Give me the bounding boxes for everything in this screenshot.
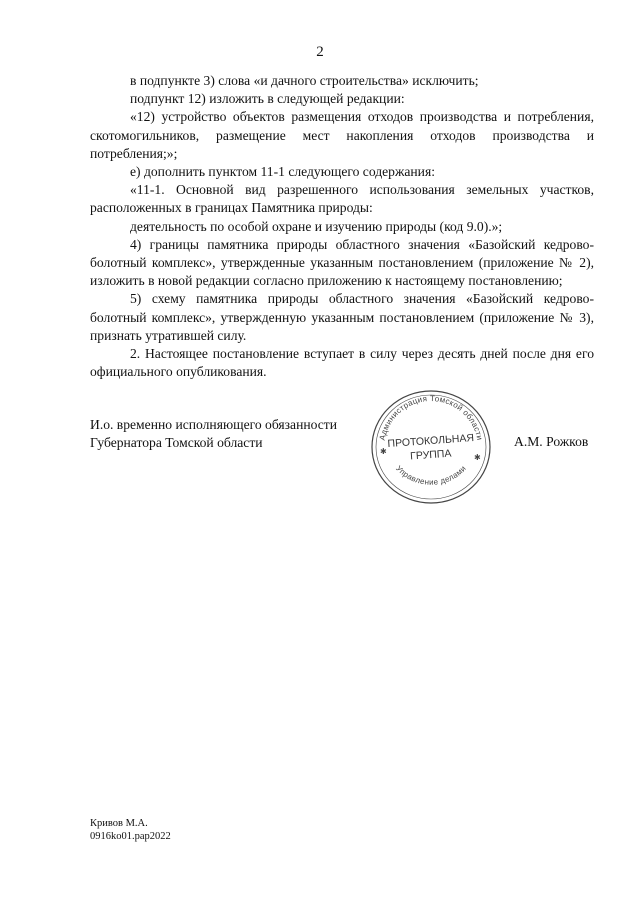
signer-position-line2: Губернатора Томской области [90, 435, 263, 450]
svg-text:Управление делами [394, 464, 468, 487]
paragraph: 2. Настоящее постановление вступает в силу через десять дней после дня его официального опубликования. [90, 346, 594, 380]
star-icon: ✱ [380, 447, 387, 456]
paragraph: е) дополнить пунктом 11-1 следующего содержания: [130, 164, 435, 180]
signer-position-line1: И.о. временно исполняющего обязанности [90, 417, 338, 432]
stamp-center-line1: ПРОТОКОЛЬНАЯ [387, 432, 475, 451]
footer-author: Кривов М.А. [90, 818, 148, 829]
document-body [90, 72, 594, 381]
stamp-bottom-text: Управление делами [394, 463, 468, 487]
paragraph: деятельность по особой охране и изучению природы (код 9.0).»; [130, 218, 503, 234]
paragraph: в подпункте 3) слова «и дачного строительства» исключить; [130, 73, 479, 88]
paragraph: «11-1. Основной вид разрешенного использования земельных участков, расположенных в границах Памятника природы: [90, 182, 594, 216]
official-stamp [356, 382, 506, 512]
paragraph: «12) устройство объектов размещения отходов производства и потребления, скотомогильников, размещение мест накопления отходов производства и потребления;»; [90, 109, 594, 161]
star-icon: ✱ [474, 453, 481, 462]
stamp-center-line2: ГРУППА [409, 447, 452, 463]
footer [90, 817, 171, 843]
paragraph: 5) схему памятника природы областного значения «Базойский кедрово-болотный комплекс», утвержденную указанным постановлением (приложение № 3), признать утратившей силу. [90, 291, 594, 343]
footer-doc-code: 0916ko01.pap2022 [90, 831, 171, 842]
paragraph: 4) границы памятника природы областного значения «Базойский кедрово-болотный комплекс», утвержденные указанным постановлением (приложение № 2), изложить в новой редакции согласно приложению к настоящему постановлению; [90, 236, 594, 289]
signer-name: А.М. Рожков [514, 434, 589, 449]
paragraph: подпункт 12) изложить в следующей редакции: [130, 91, 405, 107]
page-number: 2 [316, 44, 324, 60]
signature-block [90, 416, 337, 452]
stamp-ring-text: Администрация Томской области [377, 393, 485, 442]
